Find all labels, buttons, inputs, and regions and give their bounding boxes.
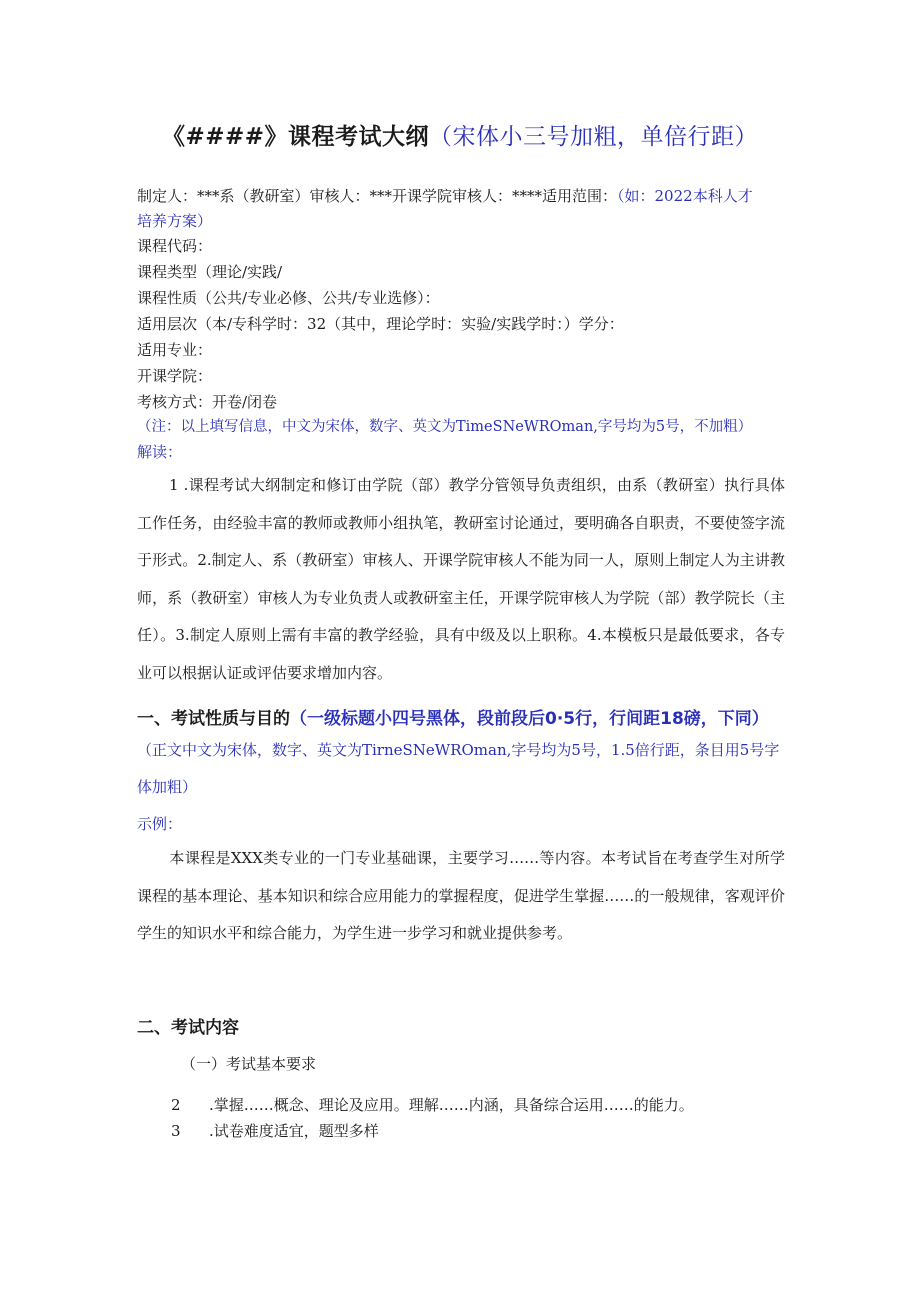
- example-label: 示例：: [137, 815, 183, 833]
- title-main: 《####》课程考试大纲: [161, 123, 430, 150]
- interpretation-label: 解读：: [137, 443, 183, 461]
- meta-level: 适用层次（本/专科学时：32（其中，理论学时：实验/实践学时：）学分：: [137, 315, 624, 333]
- meta-fill-note: （注：以上填写信息，中文为宋体，数字、英文为TimeSNeWROman,字号均为5号，不加粗）: [137, 419, 753, 435]
- list-item: [171, 1094, 694, 1115]
- meta-line-authors: [137, 186, 753, 206]
- meta-authors-text: 制定人：***系（教研室）审核人：***开课学院审核人：****适用范围：: [137, 187, 618, 205]
- example-text: 本课程是XXX类专业的一门专业基础课，主要学习……等内容。本考试旨在考查学生对所学课程的基本理论、基本知识和综合应用能力的掌握程度，促进学生掌握……的一般规律，客观评价学生的知识水平和综合能力，为学生进一步学习和就业提供参考。: [137, 849, 785, 942]
- list-item-text: .掌握……概念、理论及应用。理解……内涵，具备综合运用……的能力。: [209, 1096, 694, 1114]
- interpretation-paragraph: [137, 467, 785, 692]
- section1-heading: [137, 704, 769, 729]
- list-item: [171, 1120, 379, 1141]
- meta-major: 适用专业：: [137, 341, 213, 359]
- section1-heading-note: （一级标题小四号黑体，段前段后0·5行，行间距18磅，下同）: [290, 709, 769, 729]
- list-item-text: .试卷难度适宜，题型多样: [209, 1122, 379, 1140]
- meta-scope-note-cont: 培养方案）: [137, 212, 213, 230]
- meta-scope-note: （如：2022本科人才: [617, 187, 753, 205]
- title-format-note: （宋体小三号加粗，单倍行距）: [429, 124, 759, 150]
- meta-course-nature: 课程性质（公共/专业必修、公共/专业选修）：: [137, 289, 440, 307]
- document-title: [0, 118, 920, 151]
- list-item-number: 3: [171, 1122, 181, 1140]
- example-paragraph: [137, 840, 785, 953]
- section2-subheading: （一）考试基本要求: [181, 1055, 317, 1073]
- section2-heading: 二、考试内容: [137, 1018, 239, 1038]
- meta-exam-method: 考核方式：开卷/闭卷: [137, 393, 278, 411]
- meta-course-type: 课程类型（理论/实践/: [137, 263, 283, 281]
- list-item-number: 2: [171, 1096, 181, 1114]
- interpretation-text: 1 .课程考试大纲制定和修订由学院（部）教学分管领导负责组织，由系（教研室）执行具体工作任务，由经验丰富的教师或教师小组执笔，教研室讨论通过，要明确各自职责，不要使签字流于形式。2.制定人、系（教研室）审核人、开课学院审核人不能为同一人，原则上制定人为主讲教师，系（教研室）审核人为专业负责人或教研室主任，开课学院审核人为学院（部）教学院长（主任）。3.制定人原则上需有丰富的教学经验，具有中级及以上职称。4.本模板只是最低要求，各专业可以根据认证或评估要求增加内容。: [137, 476, 785, 682]
- meta-college: 开课学院：: [137, 367, 213, 385]
- section1-body-note: （正文中文为宋体，数字、英文为TirneSNeWROman,字号均为5号，1.5倍行距，条目用5号字体加粗）: [137, 741, 780, 796]
- section1-title: 一、考试性质与目的: [137, 709, 290, 729]
- meta-course-code: 课程代码：: [137, 237, 213, 255]
